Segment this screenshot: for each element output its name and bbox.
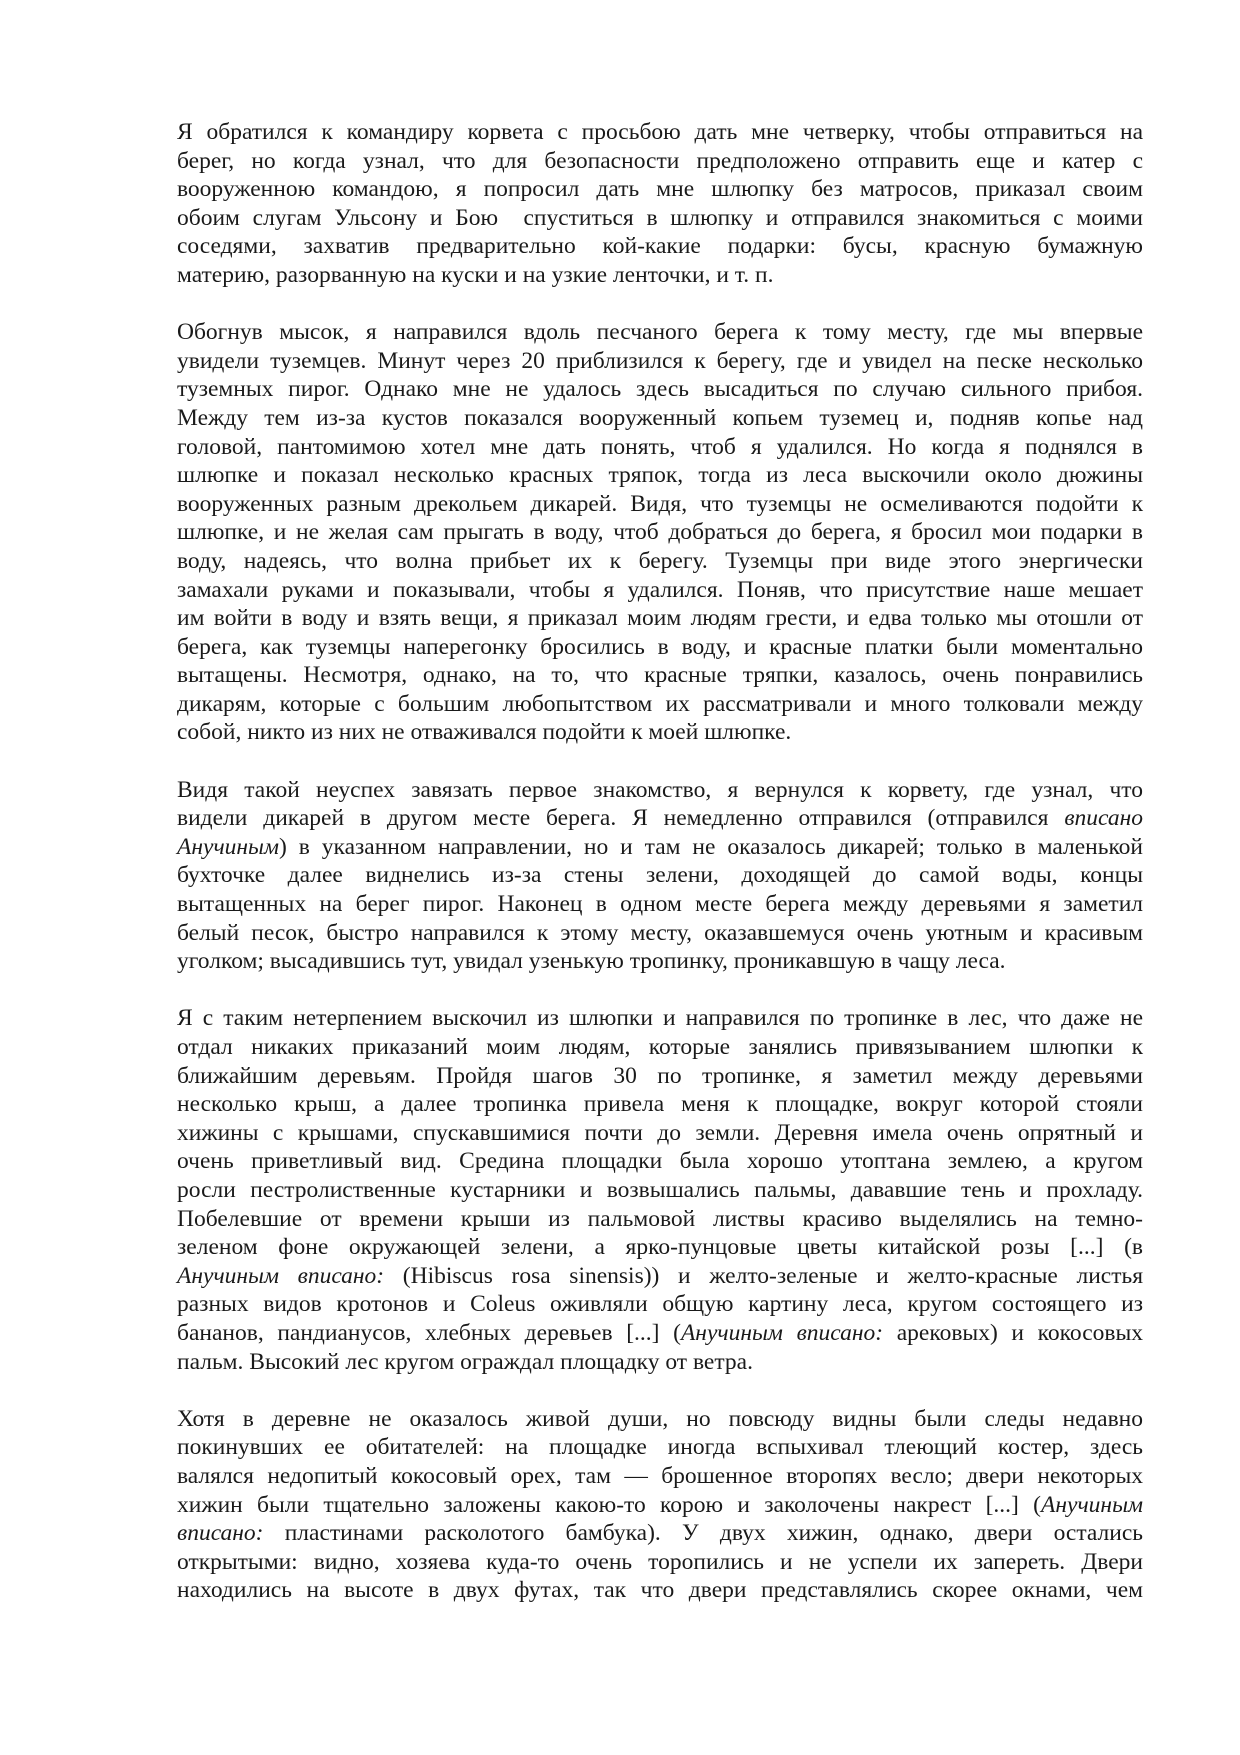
- text-segment: хижин были тщательно заложены какою-то корою и заколочены накрест [...] (: [177, 1491, 1042, 1518]
- text-segment: открытыми: видно, хозяева куда-то очень торопились и не успели их запереть. Двери: [177, 1548, 1143, 1575]
- text-segment: зеленом фоне окружающей зелени, а ярко-пунцовые цветы китайской розы [...] (в: [177, 1234, 1143, 1261]
- text-segment: бананов, пандианусов, хлебных деревьев [...] (: [177, 1319, 681, 1346]
- text-line: [177, 890, 1143, 919]
- text-line: [177, 204, 1143, 233]
- italic-annotation: Анучиным вписано:: [680, 1319, 884, 1346]
- text-line: [177, 919, 1143, 948]
- text-line: [177, 347, 1143, 376]
- text-line: [177, 804, 1143, 833]
- text-segment: собой, никто из них не отваживался подойти к моей шлюпке.: [177, 719, 792, 746]
- text-line: [177, 261, 1143, 290]
- text-line: [177, 175, 1143, 204]
- text-segment: ) в указанном направлении, но и там не оказалось дикарей; только в маленькой: [278, 833, 1143, 860]
- text-segment: Я с таким нетерпением выскочил из шлюпки и направился по тропинке в лес, что даже не: [177, 1005, 1143, 1032]
- text-segment: валялся недопитый кокосовый орех, там — брошенное второпях весло; двери некоторых: [177, 1462, 1143, 1489]
- paragraph: [177, 1405, 1143, 1605]
- text-line: [177, 690, 1143, 719]
- document-page: [177, 118, 1143, 1633]
- text-segment: уголком; высадившись тут, увидал узенькую тропинку, проникавшую в чащу леса.: [177, 948, 1006, 975]
- text-line: [177, 1462, 1143, 1491]
- text-segment: вытащены. Несмотря, однако, на то, что красные тряпки, казалось, очень понравились: [177, 662, 1143, 689]
- text-line: [177, 1262, 1143, 1291]
- text-segment: бухточке далее виднелись из-за стены зелени, доходящей до самой воды, концы: [177, 862, 1143, 889]
- text-segment: находились на высоте в двух футах, так что двери представлялись скорее окнами, чем: [177, 1577, 1143, 1604]
- text-segment: Хотя в деревне не оказалось живой души, но повсюду видны были следы недавно: [177, 1405, 1143, 1432]
- text-line: [177, 147, 1143, 176]
- text-line: [177, 1319, 1143, 1348]
- text-line: [177, 833, 1143, 862]
- text-segment: вытащенных на берег пирог. Наконец в одном месте берега между деревьями я заметил: [177, 891, 1143, 918]
- text-line: [177, 375, 1143, 404]
- text-line: [177, 1548, 1143, 1577]
- text-line: [177, 1405, 1143, 1434]
- text-segment: росли пестролиственные кустарники и возвышались пальмы, дававшие тень и прохладу.: [177, 1176, 1143, 1203]
- text-segment: разных видов кротонов и Coleus оживляли общую картину леса, кругом состоящего из: [177, 1291, 1143, 1318]
- text-segment: покинувших ее обитателей: на площадке иногда вспыхивал тлеющий костер, здесь: [177, 1434, 1143, 1461]
- text-segment: несколько крыш, а далее тропинка привела меня к площадке, вокруг которой стояли: [177, 1091, 1143, 1118]
- text-segment: вооруженною командою, я попросил дать мне шлюпку без матросов, приказал своим: [177, 176, 1143, 203]
- text-segment: отдал никаких приказаний моим людям, которые занялись привязыванием шлюпки к: [177, 1034, 1143, 1060]
- text-line: [177, 318, 1143, 347]
- text-line: [177, 718, 1143, 747]
- text-segment: дикарям, которые с большим любопытством их рассматривали и много толковали между: [177, 690, 1143, 717]
- text-line: [177, 1033, 1143, 1062]
- text-line: [177, 433, 1143, 462]
- italic-annotation: Анучиным вписано:: [177, 1262, 385, 1289]
- text-segment: головой, пантомимою хотел мне дать понять, чтоб я удалился. Но когда я поднялся в: [177, 433, 1143, 460]
- text-segment: Обогнув мысок, я направился вдоль песчаного берега к тому месту, где мы впервые: [177, 319, 1143, 346]
- text-line: [177, 518, 1143, 547]
- text-line: [177, 1205, 1143, 1234]
- italic-annotation: вписано: [1064, 805, 1143, 832]
- text-line: [177, 604, 1143, 633]
- paragraph: [177, 1004, 1143, 1376]
- text-segment: материю, разорванную на куски и на узкие ленточки, и т. п.: [177, 261, 774, 288]
- text-line: [177, 404, 1143, 433]
- text-line: [177, 547, 1143, 576]
- text-line: [177, 1576, 1143, 1605]
- text-segment: воду, надеясь, что волна прибьет их к берегу. Туземцы при виде этого энергически: [177, 547, 1143, 574]
- text-segment: видели дикарей в другом месте берега. Я немедленно отправился (отправился: [177, 805, 1065, 832]
- text-segment: им войти в воду и взять вещи, я приказал моим людям грести, и едва только мы отошли от: [177, 605, 1143, 632]
- text-line: [177, 861, 1143, 890]
- text-line: [177, 947, 1143, 976]
- text-line: [177, 1433, 1143, 1462]
- text-line: [177, 1176, 1143, 1205]
- text-line: [177, 1090, 1143, 1119]
- text-segment: Побелевшие от времени крыши из пальмовой листвы красиво выделялись на темно-: [177, 1205, 1143, 1232]
- text-line: [177, 1062, 1143, 1091]
- text-line: [177, 490, 1143, 519]
- paragraph: [177, 118, 1143, 290]
- text-segment: пластинами расколотого бамбука). У двух хижин, однако, двери остались: [263, 1520, 1143, 1547]
- text-line: [177, 232, 1143, 261]
- text-line: [177, 576, 1143, 605]
- text-segment: Видя такой неуспех завязать первое знакомство, я вернулся к корвету, где узнал, что: [177, 776, 1143, 803]
- paragraph: [177, 318, 1143, 747]
- text-segment: соседями, захватив предварительно кой-какие подарки: бусы, красную бумажную: [177, 233, 1143, 260]
- text-segment: шлюпке, и не желая сам прыгать в воду, чтоб добраться до берега, я бросил мои подарки в: [177, 519, 1143, 546]
- text-line: [177, 1119, 1143, 1148]
- text-segment: шлюпке и показал несколько красных тряпок, тогда из леса выскочили около дюжины: [177, 462, 1143, 489]
- text-segment: хижины с крышами, спускавшимися почти до земли. Деревня имела очень опрятный и: [177, 1119, 1143, 1146]
- text-segment: арековых) и кокосовых: [883, 1319, 1144, 1346]
- paragraph: [177, 776, 1143, 976]
- text-segment: берега, как туземцы наперегонку бросились в воду, и красные платки были моментально: [177, 633, 1143, 660]
- text-line: [177, 1004, 1143, 1033]
- italic-annotation: Анучиным: [1041, 1491, 1143, 1518]
- text-line: [177, 661, 1143, 690]
- text-line: [177, 1147, 1143, 1176]
- text-segment: Я обратился к командиру корвета с просьбою дать мне четверку, чтобы отправиться на: [177, 119, 1143, 145]
- text-line: [177, 461, 1143, 490]
- text-segment: замахали руками и показывали, чтобы я удалился. Поняв, что присутствие наше мешает: [177, 576, 1143, 603]
- text-line: [177, 1290, 1143, 1319]
- text-segment: (Hibiscus rosa sinensis)) и желто-зеленые и желто-красные листья: [384, 1262, 1144, 1289]
- text-segment: вооруженных разным дрекольем дикарей. Видя, что туземцы не осмеливаются подойти к: [177, 490, 1143, 517]
- text-line: [177, 1348, 1143, 1377]
- text-segment: Между тем из-за кустов показался вооруженный копьем туземец и, подняв копье над: [177, 404, 1143, 431]
- text-line: [177, 633, 1143, 662]
- text-segment: белый песок, быстро направился к этому месту, оказавшемуся очень уютным и красивым: [177, 919, 1143, 946]
- text-segment: обоим слугам Ульсону и Бою спуститься в шлюпку и отправился знакомиться с моими: [177, 204, 1143, 231]
- text-segment: увидели туземцев. Минут через 20 приблизился к берегу, где и увидел на песке несколько: [177, 347, 1143, 374]
- text-segment: ближайшим деревьям. Пройдя шагов 30 по тропинке, я заметил между деревьями: [177, 1062, 1143, 1089]
- text-line: [177, 118, 1143, 147]
- text-line: [177, 1233, 1143, 1262]
- italic-annotation: Анучиным: [177, 833, 279, 860]
- text-segment: очень приветливый вид. Средина площадки была хорошо утоптана землею, а кругом: [177, 1148, 1143, 1175]
- text-line: [177, 776, 1143, 805]
- text-segment: туземных пирог. Однако мне не удалось здесь высадиться по случаю сильного прибоя.: [177, 376, 1143, 403]
- italic-annotation: вписано:: [177, 1520, 264, 1547]
- text-segment: пальм. Высокий лес кругом ограждал площадку от ветра.: [177, 1348, 753, 1375]
- text-line: [177, 1519, 1143, 1548]
- text-line: [177, 1491, 1143, 1520]
- text-segment: берег, но когда узнал, что для безопасности предположено отправить еще и катер с: [177, 147, 1143, 174]
